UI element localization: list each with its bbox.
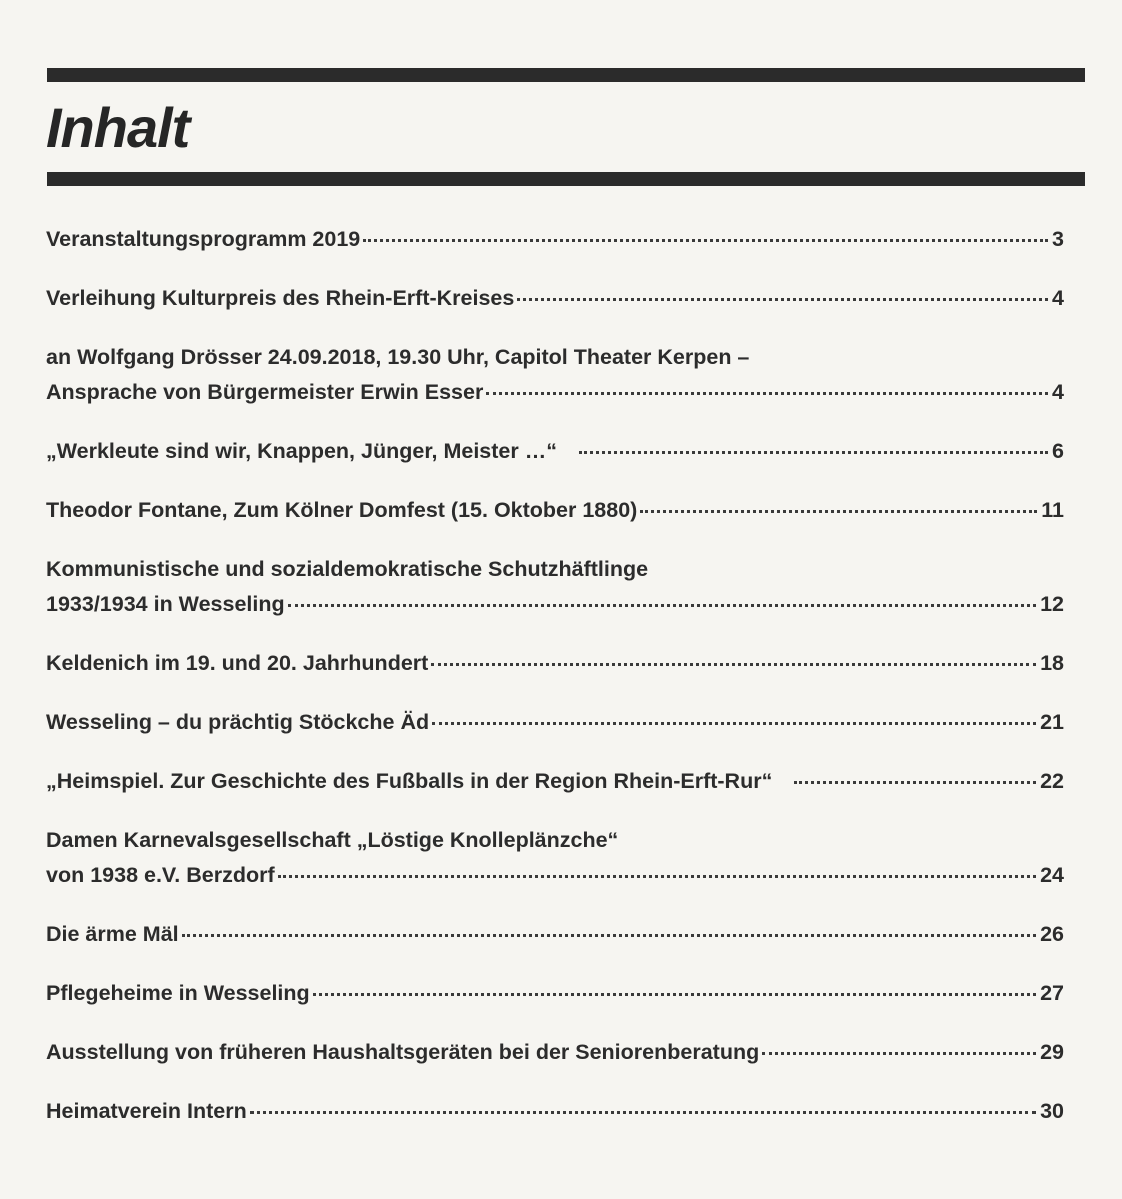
- toc-entry-title: 1933/1934 in Wesseling: [46, 592, 285, 616]
- toc-entry-14: [46, 1094, 1064, 1129]
- toc-entry-title: Ausstellung von früheren Haushaltsgeräten bei der Seniorenberatung: [46, 1040, 760, 1064]
- table-of-contents: [46, 222, 1064, 1153]
- toc-entry-page: 29: [1040, 1040, 1064, 1064]
- toc-entry-page: 30: [1040, 1099, 1064, 1123]
- dot-leader: [431, 663, 1036, 666]
- dot-leader: [288, 604, 1036, 607]
- toc-entry-13: [46, 1035, 1064, 1070]
- toc-entry-title: Heimatverein Intern: [46, 1099, 247, 1123]
- dot-leader: [579, 451, 1048, 454]
- toc-entry-page: 11: [1041, 498, 1064, 522]
- dot-leader: [486, 392, 1048, 395]
- toc-entry-12: [46, 976, 1064, 1011]
- dot-leader: [250, 1111, 1036, 1114]
- toc-entry-10: [46, 823, 1064, 893]
- toc-entry-title: Verleihung Kulturpreis des Rhein-Erft-Kreises: [46, 286, 515, 310]
- toc-entry-title: Keldenich im 19. und 20. Jahrhundert: [46, 651, 429, 675]
- toc-entry-title: von 1938 e.V. Berzdorf: [46, 863, 275, 887]
- dot-leader: [517, 298, 1048, 301]
- toc-entry-title: „Heimspiel. Zur Geschichte des Fußballs in der Region Rhein-Erft-Rur“: [46, 769, 773, 793]
- toc-entry-page: 27: [1040, 981, 1064, 1005]
- toc-entry-4: [46, 434, 1064, 469]
- page-title: Inhalt: [46, 96, 190, 159]
- dot-leader: [640, 510, 1037, 513]
- dot-leader: [794, 781, 1036, 784]
- toc-entry-title: Veranstaltungsprogramm 2019: [46, 227, 361, 251]
- toc-entry-page: 12: [1040, 592, 1064, 616]
- toc-entry-page: 4: [1052, 286, 1064, 310]
- dot-leader: [313, 993, 1036, 996]
- toc-entry-page: 18: [1040, 651, 1064, 675]
- toc-entry-title: Ansprache von Bürgermeister Erwin Esser: [46, 380, 484, 404]
- toc-entry-page: 21: [1040, 710, 1064, 734]
- toc-entry-3: [46, 340, 1064, 410]
- toc-entry-title: Wesseling – du prächtig Stöckche Äd: [46, 710, 430, 734]
- toc-entry-8: [46, 705, 1064, 740]
- dot-leader: [762, 1052, 1036, 1055]
- toc-entry-page: 4: [1052, 380, 1064, 404]
- toc-entry-title-line1: Damen Karnevalsgesellschaft „Löstige Knolleplänzche“: [46, 828, 619, 852]
- dot-leader: [278, 875, 1036, 878]
- toc-entry-7: [46, 646, 1064, 681]
- toc-entry-page: 22: [1040, 769, 1064, 793]
- toc-entry-title: „Werkleute sind wir, Knappen, Jünger, Meister …“: [46, 439, 557, 463]
- toc-entry-1: [46, 222, 1064, 257]
- toc-entry-title: Theodor Fontane, Zum Kölner Domfest (15. Oktober 1880): [46, 498, 638, 522]
- toc-entry-page: 26: [1040, 922, 1064, 946]
- toc-entry-page: 6: [1052, 439, 1064, 463]
- toc-entry-11: [46, 917, 1064, 952]
- dot-leader: [363, 239, 1048, 242]
- dot-leader: [432, 722, 1036, 725]
- toc-entry-page: 24: [1040, 863, 1064, 887]
- toc-entry-title-line1: an Wolfgang Drösser 24.09.2018, 19.30 Uhr, Capitol Theater Kerpen –: [46, 345, 750, 369]
- toc-entry-title: Die ärme Mäl: [46, 922, 179, 946]
- toc-entry-title-line1: Kommunistische und sozialdemokratische Schutzhäftlinge: [46, 557, 649, 581]
- toc-entry-9: [46, 764, 1064, 799]
- top-rule: [47, 68, 1085, 82]
- dot-leader: [182, 934, 1036, 937]
- toc-entry-5: [46, 493, 1064, 528]
- toc-entry-2: [46, 281, 1064, 316]
- toc-entry-title: Pflegeheime in Wesseling: [46, 981, 310, 1005]
- bottom-rule: [47, 172, 1085, 186]
- toc-entry-page: 3: [1052, 227, 1064, 251]
- toc-entry-6: [46, 552, 1064, 622]
